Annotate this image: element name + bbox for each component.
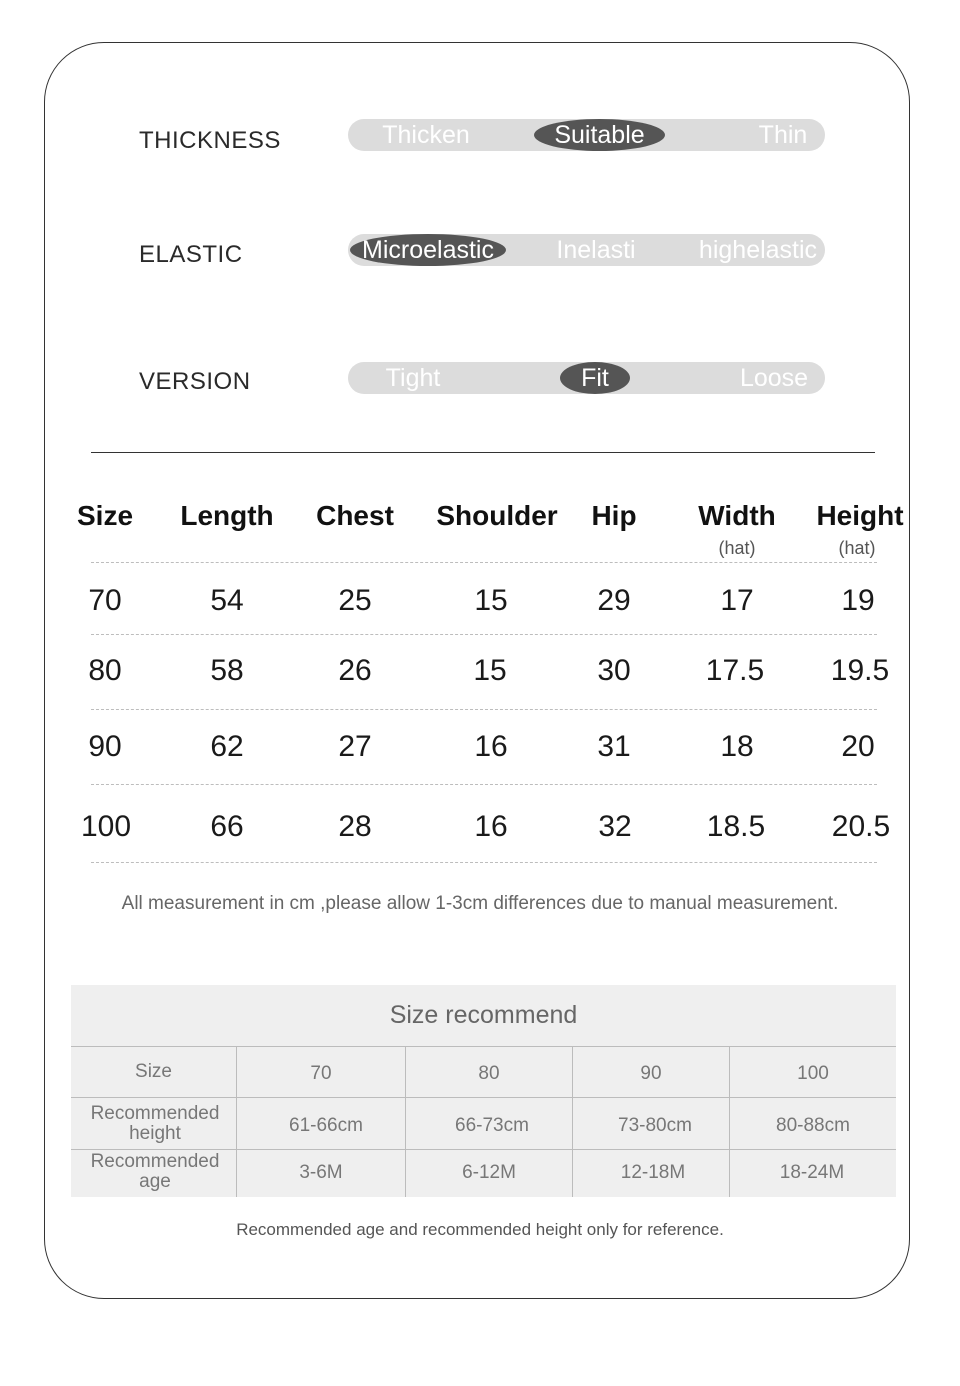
- reference-footnote: Recommended age and recommended height only for reference.: [236, 1220, 724, 1239]
- row-separator: [91, 709, 877, 710]
- cell-length: 62: [210, 730, 244, 763]
- thickness-option-thicken: Thicken: [382, 121, 470, 149]
- rec-height: 66-73cm: [455, 1114, 529, 1136]
- header-shoulder: Shoulder: [436, 500, 558, 531]
- cell-height: 20.5: [831, 810, 891, 843]
- cell-hip: 29: [597, 584, 631, 617]
- version-option-tight: Tight: [385, 364, 441, 392]
- rec-size: 80: [478, 1063, 500, 1084]
- cell-size: 70: [88, 584, 122, 617]
- elastic-option-inelasti: Inelasti: [556, 236, 636, 264]
- cell-shoulder: 16: [474, 810, 508, 843]
- header-size: Size: [76, 500, 134, 531]
- section-divider: [91, 452, 875, 453]
- cell-shoulder: 15: [474, 584, 508, 617]
- cell-size: 90: [88, 730, 122, 763]
- elastic-option-microelastic-selected: Microelastic: [350, 234, 506, 266]
- version-scale: [348, 362, 825, 394]
- rec-age: 18-24M: [779, 1162, 845, 1183]
- thickness-option-suitable-selected: Suitable: [534, 119, 665, 151]
- cell-hip: 30: [597, 654, 631, 687]
- version-option-fit-selected: Fit: [560, 362, 630, 394]
- rec-size: 70: [310, 1063, 332, 1084]
- elastic-scale: [348, 234, 825, 266]
- elastic-option-highelastic: highelastic: [698, 236, 818, 264]
- header-length: Length: [180, 500, 274, 531]
- size-recommend-table: [71, 985, 896, 1197]
- row-separator: [91, 634, 877, 635]
- row-label-size: Size: [135, 1061, 172, 1082]
- cell-chest: 26: [338, 654, 372, 687]
- measurement-note: All measurement in cm ,please allow 1-3cm differences due to manual measurement.: [121, 893, 839, 914]
- elastic-label: ELASTIC: [139, 241, 243, 268]
- cell-size: 80: [88, 654, 122, 687]
- thickness-scale: [348, 119, 825, 151]
- cell-size: 100: [80, 810, 132, 843]
- cell-height: 20: [841, 730, 875, 763]
- cell-width: 18.5: [706, 810, 766, 843]
- size-recommend-title: Size recommend: [389, 1001, 578, 1029]
- cell-length: 66: [210, 810, 244, 843]
- cell-shoulder: 15: [473, 654, 507, 687]
- version-label: VERSION: [139, 368, 251, 395]
- thickness-option-thin: Thin: [758, 121, 808, 149]
- rec-age: 3-6M: [299, 1162, 343, 1183]
- cell-width: 17: [720, 584, 754, 617]
- cell-hip: 31: [597, 730, 631, 763]
- rec-size: 90: [640, 1063, 662, 1084]
- thickness-label: THICKNESS: [139, 127, 281, 154]
- row-separator: [91, 562, 877, 563]
- row-separator: [91, 784, 877, 785]
- row-label-age: Recommended age: [90, 1151, 220, 1192]
- cell-height: 19.5: [830, 654, 890, 687]
- row-label-height: Recommended height: [90, 1102, 220, 1144]
- header-height-sub: (hat): [838, 538, 876, 558]
- cell-width: 17.5: [705, 654, 765, 687]
- rec-height: 73-80cm: [618, 1114, 692, 1136]
- cell-chest: 27: [338, 730, 372, 763]
- rec-age: 12-18M: [620, 1162, 686, 1183]
- rec-height: 61-66cm: [289, 1114, 363, 1136]
- rec-age: 6-12M: [462, 1162, 516, 1183]
- cell-width: 18: [720, 730, 754, 763]
- cell-length: 58: [210, 654, 244, 687]
- version-option-loose: Loose: [739, 364, 809, 392]
- cell-shoulder: 16: [474, 730, 508, 763]
- header-chest: Chest: [316, 500, 394, 531]
- rec-size: 100: [797, 1063, 829, 1084]
- header-hip: Hip: [591, 500, 637, 531]
- header-width-sub: (hat): [718, 538, 756, 558]
- cell-height: 19: [841, 584, 875, 617]
- header-width: Width: [698, 500, 776, 531]
- cell-length: 54: [210, 584, 244, 617]
- rec-height: 80-88cm: [776, 1114, 850, 1136]
- cell-chest: 25: [338, 584, 372, 617]
- row-separator: [91, 862, 877, 863]
- header-height: Height: [816, 500, 904, 531]
- cell-hip: 32: [598, 810, 632, 843]
- cell-chest: 28: [338, 810, 372, 843]
